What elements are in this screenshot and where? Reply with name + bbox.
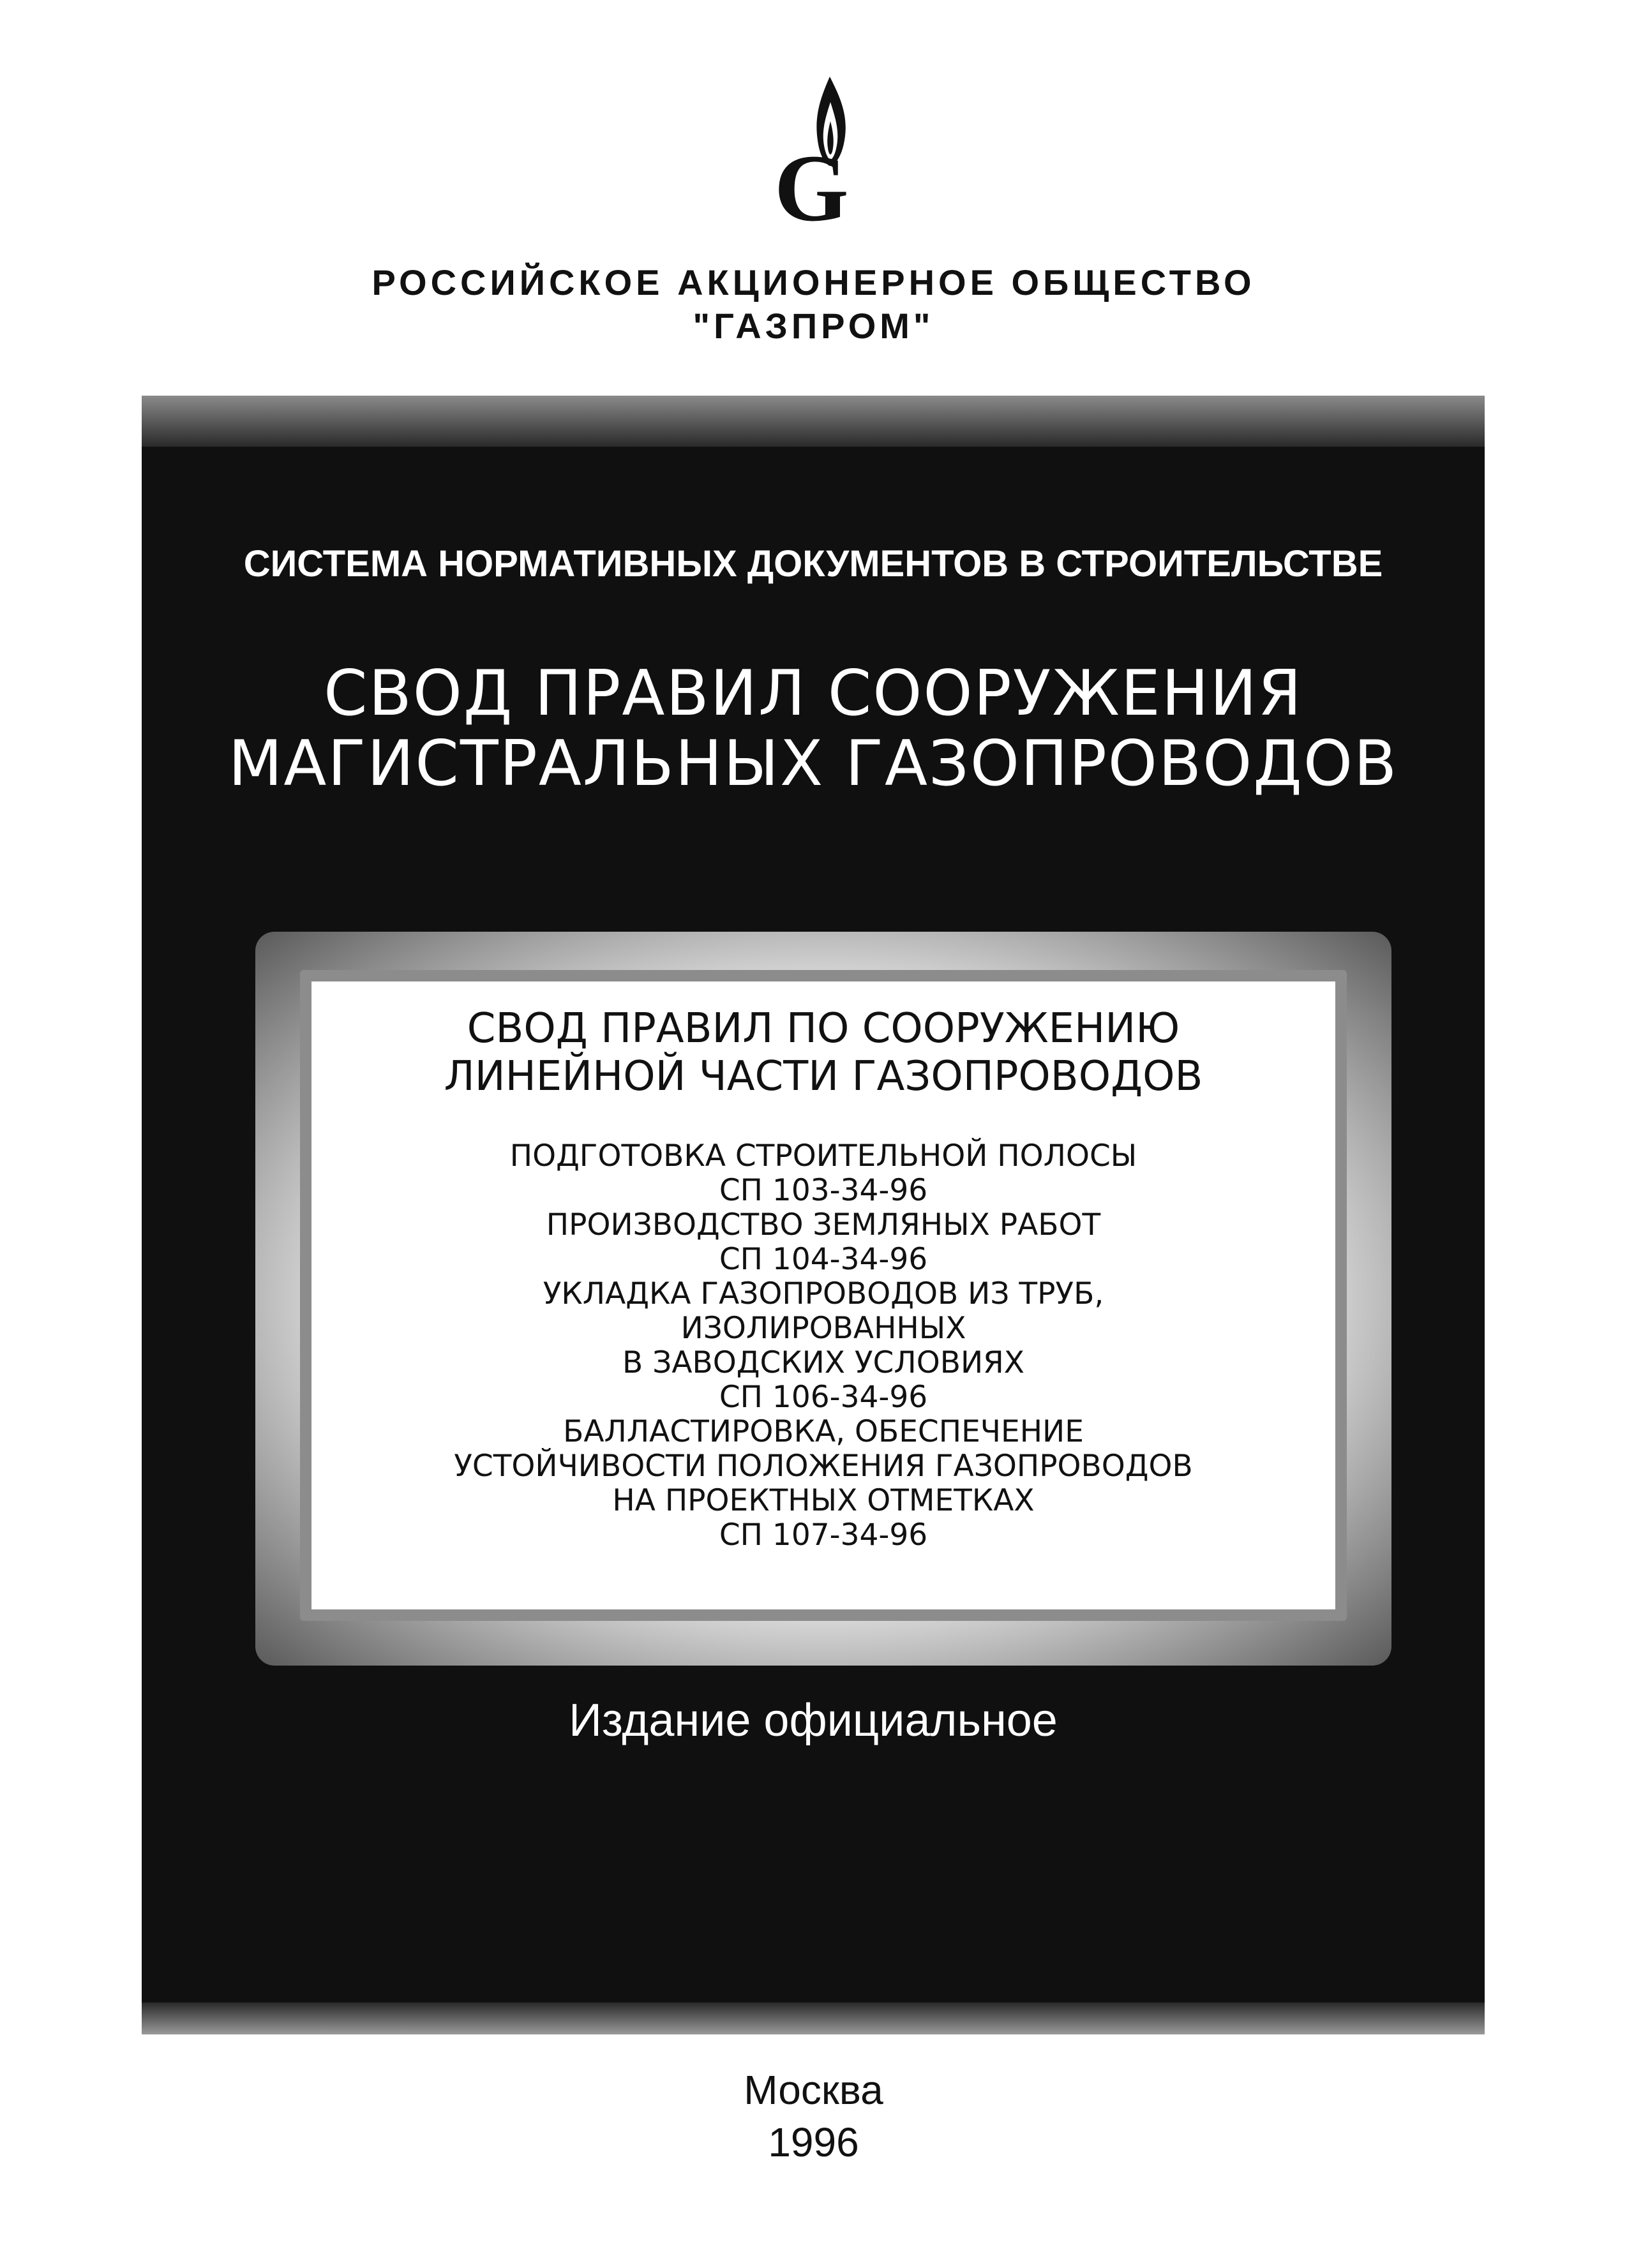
- inner-title-line-1: СВОД ПРАВИЛ ПО СООРУЖЕНИЮ: [467, 1005, 1180, 1052]
- svg-text:G: G: [774, 135, 849, 230]
- contents-item: ПРОИЗВОДСТВО ЗЕМЛЯНЫХ РАБОТ: [546, 1207, 1101, 1242]
- main-title-line-2: МАГИСТРАЛЬНЫХ ГАЗОПРОВОДОВ: [228, 727, 1398, 800]
- contents-item: В ЗАВОДСКИХ УСЛОВИЯХ: [622, 1345, 1024, 1380]
- organization-name: РОССИЙСКОЕ АКЦИОНЕРНОЕ ОБЩЕСТВО: [371, 262, 1256, 302]
- main-title-line-1: СВОД ПРАВИЛ СООРУЖЕНИЯ: [324, 657, 1303, 730]
- contents-item: УСТОЙЧИВОСТИ ПОЛОЖЕНИЯ ГАЗОПРОВОДОВ: [454, 1449, 1193, 1484]
- panel-top-band: [142, 396, 1485, 447]
- publication-city: Москва: [744, 2067, 883, 2113]
- contents-list: [300, 1139, 1347, 1553]
- contents-item: СП 104-34-96: [719, 1242, 928, 1277]
- contents-item: УКЛАДКА ГАЗОПРОВОДОВ ИЗ ТРУБ,: [543, 1276, 1104, 1311]
- publication-year: 1996: [768, 2119, 859, 2165]
- organization-brand: "ГАЗПРОМ": [693, 306, 934, 346]
- contents-item: СП 107-34-96: [719, 1518, 928, 1553]
- contents-item: СП 103-34-96: [719, 1173, 928, 1208]
- gazprom-flame-logo-icon: [769, 70, 865, 230]
- contents-item: СП 106-34-96: [719, 1380, 928, 1415]
- contents-item: ИЗОЛИРОВАННЫХ: [680, 1311, 966, 1346]
- document-series: СИСТЕМА НОРМАТИВНЫХ ДОКУМЕНТОВ В СТРОИТЕЛЬСТВЕ: [243, 543, 1383, 585]
- contents-item: НА ПРОЕКТНЫХ ОТМЕТКАХ: [612, 1483, 1035, 1518]
- edition-label: Издание официальное: [569, 1695, 1058, 1746]
- contents-item: БАЛЛАСТИРОВКА, ОБЕСПЕЧЕНИЕ: [563, 1414, 1084, 1449]
- contents-item: ПОДГОТОВКА СТРОИТЕЛЬНОЙ ПОЛОСЫ: [509, 1138, 1137, 1174]
- panel-bottom-band: [142, 2003, 1485, 2034]
- inner-title-line-2: ЛИНЕЙНОЙ ЧАСТИ ГАЗОПРОВОДОВ: [444, 1053, 1203, 1100]
